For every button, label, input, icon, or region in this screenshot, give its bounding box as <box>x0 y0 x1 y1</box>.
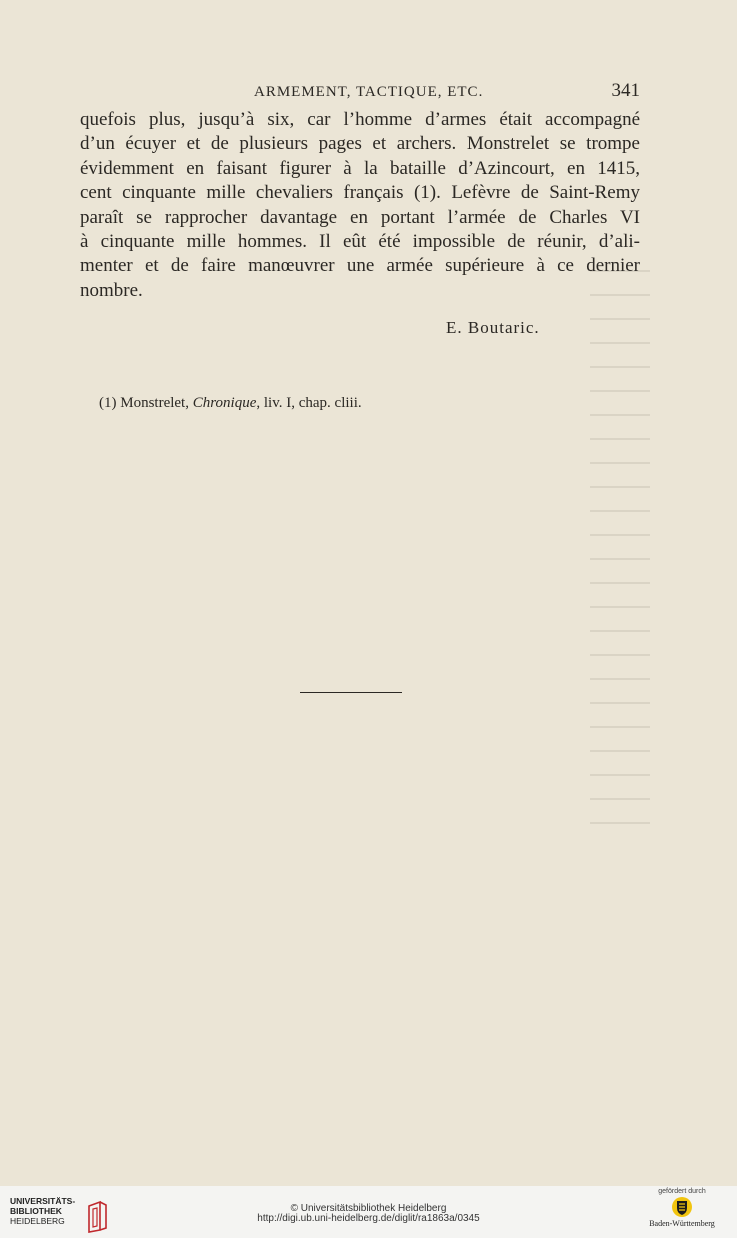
footnote-work-title: Chronique <box>192 395 257 411</box>
coat-of-arms-icon <box>671 1196 693 1218</box>
author-signature: E. Boutaric. <box>446 318 540 337</box>
body-paragraph <box>80 108 640 303</box>
library-name-line: HEIDELBERG <box>10 1216 65 1226</box>
copyright-text: © Universitätsbibliothek Heidelberg <box>290 1203 447 1214</box>
footnote <box>99 395 362 412</box>
copyright-block <box>0 1204 737 1224</box>
page-header <box>80 80 640 102</box>
text-line: cent cinquante mille chevaliers français (1). Lefèvre de Saint-Remy <box>80 182 640 204</box>
text-line: nombre. <box>80 279 143 301</box>
funder-block[interactable] <box>637 1188 727 1228</box>
permalink[interactable]: http://digi.ub.uni-heidelberg.de/diglit/ra1863a/0345 <box>257 1213 480 1224</box>
funder-name: Baden-Württemberg <box>649 1219 715 1228</box>
text-line: d’un écuyer et de plusieurs pages et archers. Monstrelet se trompe <box>80 133 640 155</box>
library-name-line: BIBLIOTHEK <box>10 1206 62 1216</box>
library-name-line: UNIVERSITÄTS- <box>10 1196 76 1206</box>
page-number: 341 <box>611 80 640 101</box>
footnote-suffix: , liv. I, chap. cliii. <box>256 395 362 411</box>
running-title: ARMEMENT, TACTIQUE, ETC. <box>254 84 484 100</box>
text-line: menter et de faire manœuvrer une armée supérieure à ce dernier <box>80 255 640 277</box>
footnote-prefix: (1) Monstrelet, <box>99 395 193 411</box>
text-line: quefois plus, jusqu’à six, car l’homme d’armes était accompagné <box>80 109 640 130</box>
funded-by-label: gefördert durch <box>658 1188 706 1195</box>
text-line: paraît se rapprocher davantage en portant l’armée de Charles VI <box>80 206 640 228</box>
text-line: évidemment en faisant figurer à la bataille d’Azincourt, en 1415, <box>80 157 640 179</box>
end-rule <box>300 692 402 693</box>
show-through-texture <box>590 270 650 830</box>
text-line: à cinquante mille hommes. Il eût été impossible de réunir, d’ali- <box>80 230 640 252</box>
digitization-footer <box>0 1186 737 1238</box>
